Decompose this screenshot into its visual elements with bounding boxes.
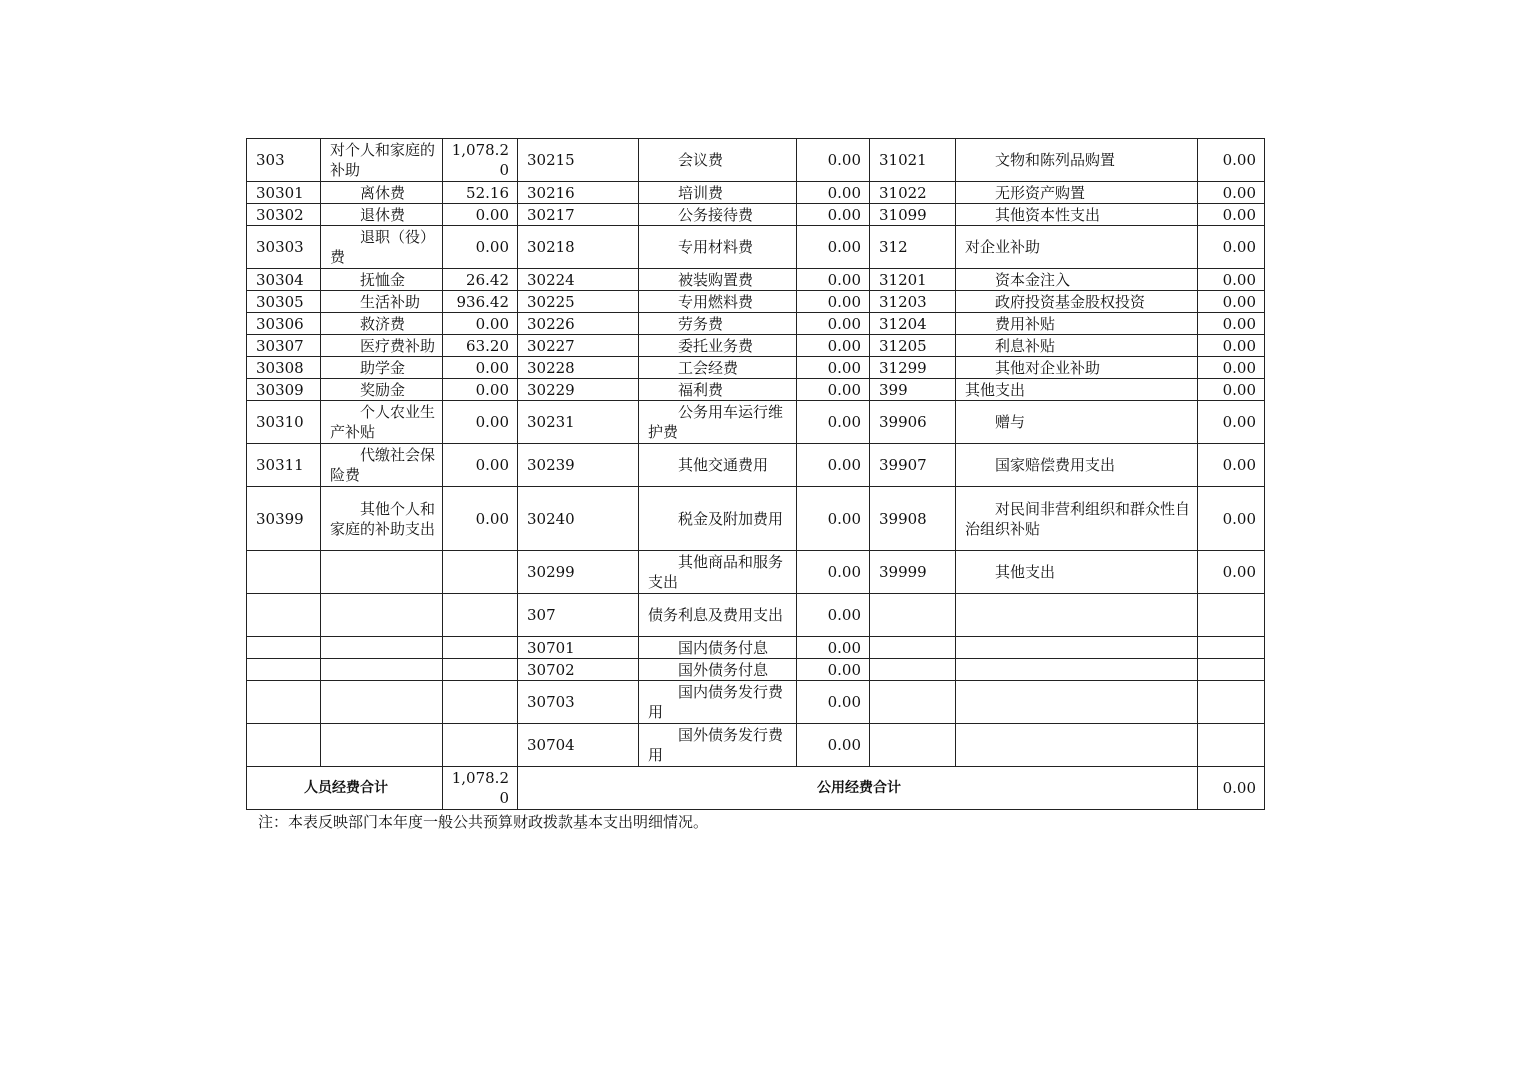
public-code-cell: 30701 [518,637,639,659]
public-item-cell: 国内债务付息 [639,637,797,659]
public-item-cell: 国外债务发行费用 [639,724,797,767]
public-code-cell: 30217 [518,204,639,226]
public-amount-cell: 0.00 [797,637,870,659]
capital-item-cell: 资本金注入 [956,269,1198,291]
table-row [247,226,1265,269]
public-code-cell: 30227 [518,335,639,357]
public-item-cell: 国内债务发行费用 [639,681,797,724]
table-row [247,182,1265,204]
public-item-cell: 其他商品和服务支出 [639,551,797,594]
capital-item-cell: 其他对企业补助 [956,357,1198,379]
personnel-amount-cell: 26.42 [443,269,518,291]
personnel-amount-cell: 0.00 [443,204,518,226]
personnel-item-cell: 退职（役）费 [321,226,443,269]
public-amount-cell: 0.00 [797,204,870,226]
public-code-cell: 30702 [518,659,639,681]
capital-item-cell: 对企业补助 [956,226,1198,269]
public-item-cell: 税金及附加费用 [639,487,797,551]
table-row [247,269,1265,291]
public-amount-cell: 0.00 [797,182,870,204]
public-amount-cell: 0.00 [797,594,870,637]
public-item-cell: 会议费 [639,139,797,182]
capital-amount-cell: 0.00 [1198,291,1265,313]
public-amount-cell: 0.00 [797,444,870,487]
public-item-cell: 专用燃料费 [639,291,797,313]
capital-amount-cell: 0.00 [1198,139,1265,182]
public-item-cell: 工会经费 [639,357,797,379]
table-row [247,637,1265,659]
personnel-code-cell [247,637,321,659]
capital-code-cell [870,659,956,681]
capital-code-cell: 399 [870,379,956,401]
public-amount-cell: 0.00 [797,487,870,551]
capital-amount-cell [1198,659,1265,681]
capital-item-cell: 其他支出 [956,551,1198,594]
capital-amount-cell [1198,724,1265,767]
capital-item-cell: 利息补贴 [956,335,1198,357]
capital-code-cell: 39908 [870,487,956,551]
personnel-code-cell: 30311 [247,444,321,487]
public-item-cell: 其他交通费用 [639,444,797,487]
public-item-cell: 专用材料费 [639,226,797,269]
personnel-code-cell: 30305 [247,291,321,313]
capital-item-cell: 政府投资基金股权投资 [956,291,1198,313]
public-item-cell: 公务接待费 [639,204,797,226]
capital-code-cell: 31201 [870,269,956,291]
personnel-item-cell: 救济费 [321,313,443,335]
table-row [247,139,1265,182]
personnel-code-cell [247,659,321,681]
capital-item-cell: 文物和陈列品购置 [956,139,1198,182]
personnel-item-cell [321,724,443,767]
public-amount-cell: 0.00 [797,357,870,379]
public-code-cell: 30224 [518,269,639,291]
capital-code-cell: 312 [870,226,956,269]
public-code-cell: 30240 [518,487,639,551]
capital-amount-cell: 0.00 [1198,335,1265,357]
public-amount-cell: 0.00 [797,724,870,767]
capital-item-cell: 无形资产购置 [956,182,1198,204]
capital-code-cell: 39907 [870,444,956,487]
personnel-amount-cell [443,637,518,659]
table-row [247,487,1265,551]
personnel-amount-cell [443,681,518,724]
capital-code-cell: 31203 [870,291,956,313]
capital-item-cell [956,681,1198,724]
capital-code-cell [870,637,956,659]
table-row [247,444,1265,487]
personnel-item-cell [321,551,443,594]
personnel-code-cell [247,594,321,637]
capital-item-cell: 对民间非营利组织和群众性自治组织补贴 [956,487,1198,551]
personnel-item-cell: 助学金 [321,357,443,379]
public-code-cell: 30216 [518,182,639,204]
table-row [247,681,1265,724]
capital-item-cell: 费用补贴 [956,313,1198,335]
public-code-cell: 30228 [518,357,639,379]
capital-amount-cell: 0.00 [1198,379,1265,401]
personnel-amount-cell: 0.00 [443,444,518,487]
personnel-item-cell: 对个人和家庭的补助 [321,139,443,182]
personnel-amount-cell: 0.00 [443,379,518,401]
public-code-cell: 30704 [518,724,639,767]
expenditure-table [246,138,1265,810]
capital-amount-cell: 0.00 [1198,226,1265,269]
personnel-amount-cell [443,551,518,594]
personnel-item-cell [321,594,443,637]
personnel-item-cell: 代缴社会保险费 [321,444,443,487]
personnel-code-cell [247,724,321,767]
public-item-cell: 培训费 [639,182,797,204]
personnel-amount-cell: 0.00 [443,487,518,551]
personnel-item-cell: 奖励金 [321,379,443,401]
public-item-cell: 福利费 [639,379,797,401]
public-amount-cell: 0.00 [797,269,870,291]
capital-code-cell: 31099 [870,204,956,226]
capital-item-cell [956,724,1198,767]
table-row [247,551,1265,594]
personnel-code-cell [247,551,321,594]
table-row [247,335,1265,357]
table-row [247,357,1265,379]
capital-amount-cell: 0.00 [1198,487,1265,551]
public-amount-cell: 0.00 [797,335,870,357]
personnel-total-label: 人员经费合计 [247,767,443,810]
personnel-code-cell: 30399 [247,487,321,551]
personnel-amount-cell: 63.20 [443,335,518,357]
public-amount-cell: 0.00 [797,379,870,401]
public-amount-cell: 0.00 [797,681,870,724]
table-row [247,204,1265,226]
personnel-item-cell: 医疗费补助 [321,335,443,357]
expenditure-detail-sheet [246,138,1264,832]
capital-amount-cell: 0.00 [1198,551,1265,594]
capital-amount-cell: 0.00 [1198,313,1265,335]
personnel-item-cell: 个人农业生产补贴 [321,401,443,444]
table-row [247,659,1265,681]
capital-amount-cell [1198,681,1265,724]
public-code-cell: 30226 [518,313,639,335]
public-amount-cell: 0.00 [797,291,870,313]
public-item-cell: 国外债务付息 [639,659,797,681]
personnel-amount-cell: 936.42 [443,291,518,313]
personnel-item-cell: 退休费 [321,204,443,226]
capital-code-cell: 31021 [870,139,956,182]
capital-amount-cell: 0.00 [1198,204,1265,226]
personnel-code-cell: 303 [247,139,321,182]
table-footnote: 注：本表反映部门本年度一般公共预算财政拨款基本支出明细情况。 [258,813,709,831]
personnel-item-cell [321,659,443,681]
public-item-cell: 劳务费 [639,313,797,335]
table-body [247,139,1265,767]
public-code-cell: 30703 [518,681,639,724]
table-row [247,724,1265,767]
capital-amount-cell: 0.00 [1198,401,1265,444]
capital-item-cell [956,637,1198,659]
capital-amount-cell: 0.00 [1198,444,1265,487]
public-code-cell: 30218 [518,226,639,269]
personnel-code-cell: 30309 [247,379,321,401]
capital-item-cell [956,659,1198,681]
public-item-cell: 被装购置费 [639,269,797,291]
personnel-amount-cell: 0.00 [443,313,518,335]
capital-code-cell: 39999 [870,551,956,594]
capital-item-cell: 其他支出 [956,379,1198,401]
personnel-amount-cell: 1,078.20 [443,139,518,182]
capital-code-cell: 31204 [870,313,956,335]
personnel-amount-cell [443,724,518,767]
capital-amount-cell [1198,594,1265,637]
public-code-cell: 30225 [518,291,639,313]
capital-item-cell [956,594,1198,637]
personnel-code-cell [247,681,321,724]
capital-amount-cell: 0.00 [1198,269,1265,291]
personnel-code-cell: 30304 [247,269,321,291]
personnel-amount-cell [443,659,518,681]
public-code-cell: 30239 [518,444,639,487]
personnel-amount-cell: 0.00 [443,357,518,379]
capital-item-cell: 其他资本性支出 [956,204,1198,226]
capital-code-cell: 39906 [870,401,956,444]
personnel-amount-cell: 0.00 [443,226,518,269]
personnel-amount-cell [443,594,518,637]
capital-item-cell: 国家赔偿费用支出 [956,444,1198,487]
personnel-code-cell: 30301 [247,182,321,204]
public-item-cell: 委托业务费 [639,335,797,357]
public-code-cell: 307 [518,594,639,637]
capital-item-cell: 赠与 [956,401,1198,444]
public-item-cell: 债务利息及费用支出 [639,594,797,637]
capital-code-cell: 31205 [870,335,956,357]
public-code-cell: 30215 [518,139,639,182]
table-row [247,401,1265,444]
public-amount-cell: 0.00 [797,313,870,335]
public-code-cell: 30231 [518,401,639,444]
personnel-item-cell: 抚恤金 [321,269,443,291]
personnel-code-cell: 30308 [247,357,321,379]
personnel-item-cell [321,637,443,659]
personnel-total-value: 1,078.20 [443,767,518,810]
public-code-cell: 30299 [518,551,639,594]
personnel-amount-cell: 0.00 [443,401,518,444]
personnel-item-cell: 其他个人和家庭的补助支出 [321,487,443,551]
personnel-item-cell: 离休费 [321,182,443,204]
public-amount-cell: 0.00 [797,139,870,182]
capital-code-cell [870,724,956,767]
capital-code-cell [870,594,956,637]
totals-row [247,767,1265,810]
capital-amount-cell: 0.00 [1198,182,1265,204]
personnel-item-cell: 生活补助 [321,291,443,313]
public-amount-cell: 0.00 [797,551,870,594]
capital-amount-cell [1198,637,1265,659]
public-amount-cell: 0.00 [797,401,870,444]
table-row [247,594,1265,637]
personnel-code-cell: 30307 [247,335,321,357]
public-code-cell: 30229 [518,379,639,401]
public-amount-cell: 0.00 [797,226,870,269]
table-row [247,291,1265,313]
table-row [247,379,1265,401]
personnel-code-cell: 30310 [247,401,321,444]
public-total-label: 公用经费合计 [518,767,1198,810]
capital-code-cell [870,681,956,724]
capital-amount-cell: 0.00 [1198,357,1265,379]
table-row [247,313,1265,335]
personnel-code-cell: 30303 [247,226,321,269]
personnel-code-cell: 30306 [247,313,321,335]
personnel-amount-cell: 52.16 [443,182,518,204]
capital-code-cell: 31299 [870,357,956,379]
personnel-item-cell [321,681,443,724]
public-item-cell: 公务用车运行维护费 [639,401,797,444]
personnel-code-cell: 30302 [247,204,321,226]
public-total-value: 0.00 [1198,767,1265,810]
capital-code-cell: 31022 [870,182,956,204]
public-amount-cell: 0.00 [797,659,870,681]
